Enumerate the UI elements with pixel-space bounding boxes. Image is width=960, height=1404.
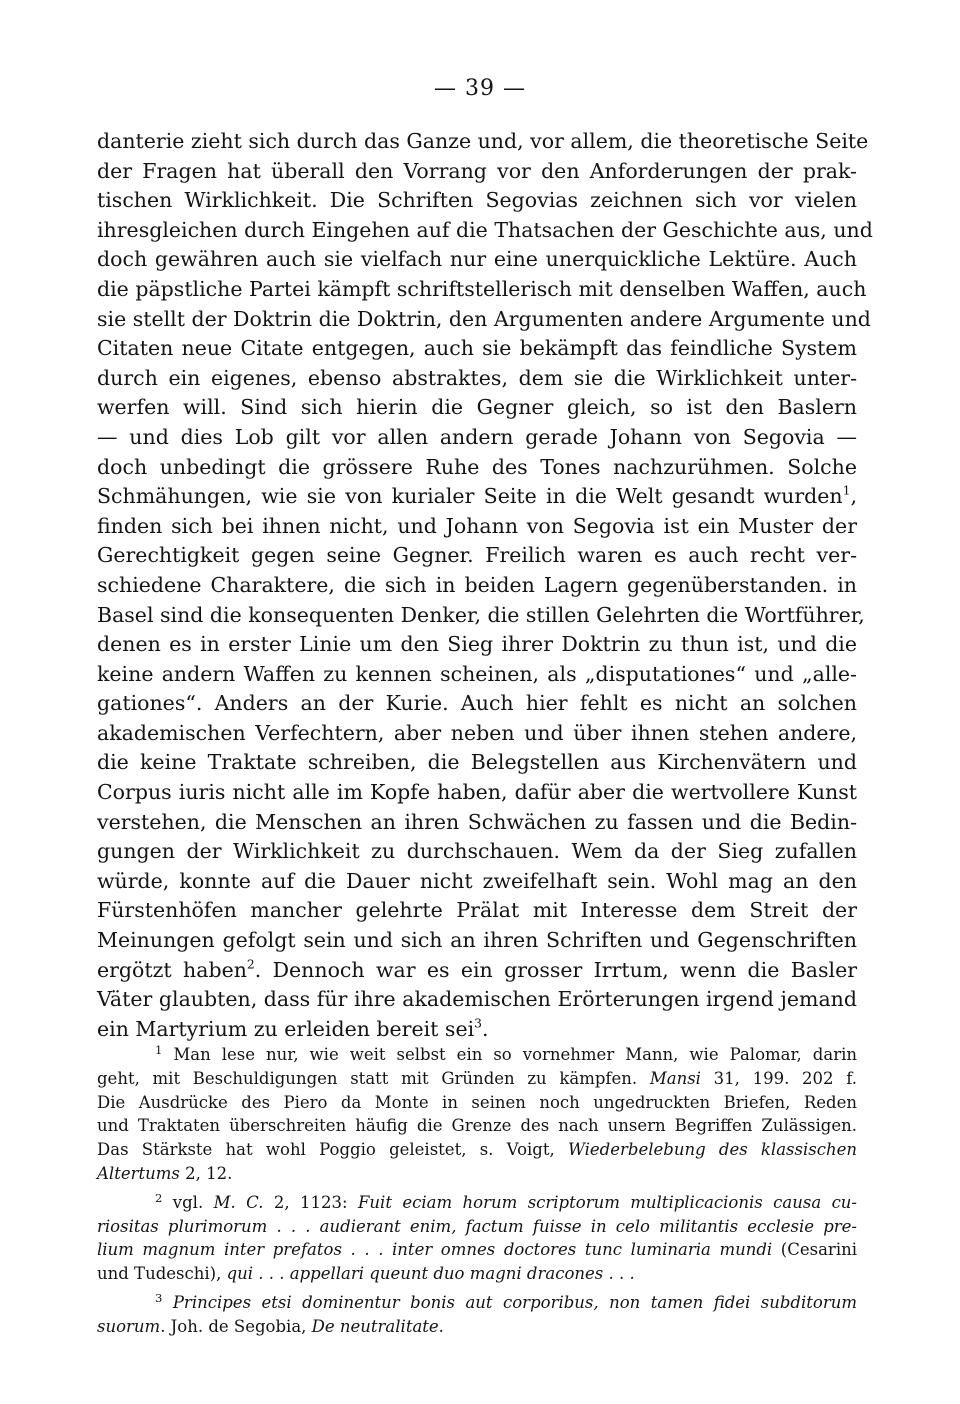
text-line: akademischen Verfechtern, aber neben und über ihnen stehen andere, bbox=[97, 720, 857, 745]
footnote-line bbox=[97, 1138, 857, 1162]
text-line: danterie zieht sich durch das Ganze und, vor allem, die theoretische Seite bbox=[97, 129, 869, 153]
footnote-text: Joh. de Segobia, bbox=[165, 1316, 312, 1336]
footnote-text: Man lese nur, wie weit selbst ein so vornehmer Mann, wie Palomar, darin bbox=[173, 1045, 857, 1064]
text-line: gationes“. Anders an der Kurie. Auch hier fehlt es nicht an solchen bbox=[97, 691, 857, 716]
footnote-italic: Fuit eciam horum scriptorum multiplicacionis causa cu- bbox=[357, 1192, 858, 1212]
line-text: ergötzt haben bbox=[97, 957, 247, 982]
text-line bbox=[97, 482, 857, 512]
text-line: Corpus iuris nicht alle im Kopfe haben, dafür aber die wertvollere Kunst bbox=[97, 780, 857, 805]
text-line: denen es in erster Linie um den Sieg ihrer Doktrin zu thun ist, und die bbox=[97, 632, 857, 657]
footnote-line bbox=[97, 1162, 857, 1186]
line-text-tail: . Dennoch war es ein grosser Irrtum, wenn die Basler bbox=[254, 957, 857, 982]
footnote-ref-3: 3 bbox=[474, 1016, 482, 1031]
text-line: Väter glaubten, dass für ihre akademischen Erörterungen irgend jemand bbox=[97, 987, 857, 1012]
footnote-marker: 3 bbox=[155, 1291, 163, 1306]
body-text bbox=[97, 127, 873, 1044]
text-line: durch ein eigenes, ebenso abstraktes, dem sie die Wirklichkeit unter- bbox=[97, 365, 857, 390]
footnote-ref-2: 2 bbox=[246, 957, 255, 972]
footnote-2 bbox=[97, 1191, 857, 1286]
text-line bbox=[97, 1015, 857, 1045]
footnote-italic: qui . . . appellari queunt duo magni dracones . . . bbox=[226, 1264, 635, 1284]
text-line: Fürstenhöfen mancher gelehrte Prälat mit Interesse dem Streit der bbox=[97, 898, 857, 923]
text-line: die päpstliche Partei kämpft schriftstellerisch mit denselben Waffen, auch bbox=[97, 276, 867, 301]
footnote-italic: Altertums bbox=[97, 1163, 180, 1183]
text-line: Gerechtigkeit gegen seine Gegner. Freilich waren es auch recht ver- bbox=[97, 543, 857, 568]
footnote-italic: suorum. bbox=[97, 1316, 166, 1336]
text-line: finden sich bei ihnen nicht, und Johann von Segovia ist ein Muster der bbox=[97, 513, 857, 538]
footnote-line bbox=[97, 1238, 857, 1262]
footnote-line bbox=[97, 1291, 857, 1315]
footnote-line bbox=[97, 1262, 857, 1286]
footnote-italic: M. C. bbox=[213, 1192, 264, 1212]
footnote-line bbox=[97, 1215, 857, 1239]
line-text-tail: , bbox=[850, 484, 857, 509]
text-line bbox=[97, 956, 857, 986]
footnote-1 bbox=[97, 1043, 857, 1186]
text-line: Citaten neue Citate entgegen, auch sie bekämpft das feindliche System bbox=[97, 336, 857, 361]
footnote-text: 31, 199. 202 f. bbox=[700, 1068, 858, 1088]
text-line: — und dies Lob gilt vor allen andern gerade Johann von Segovia — bbox=[97, 424, 857, 449]
text-line: würde, konnte auf die Dauer nicht zweifelhaft sein. Wohl mag an den bbox=[97, 868, 857, 893]
footnotes bbox=[97, 1043, 857, 1344]
footnote-ref-1: 1 bbox=[842, 483, 851, 498]
footnote-text: vgl. bbox=[172, 1192, 214, 1212]
footnote-line: Die Ausdrücke des Piero da Monte in seinen noch ungedruckten Briefen, Reden bbox=[97, 1092, 857, 1112]
footnote-3 bbox=[97, 1291, 857, 1339]
text-line: gungen der Wirklichkeit zu durchschauen. Wem da der Sieg zufallen bbox=[97, 839, 857, 864]
footnote-italic: Wiederbelebung des klassischen bbox=[567, 1140, 857, 1160]
footnote-italic: Mansi bbox=[649, 1068, 701, 1088]
footnote-line bbox=[97, 1043, 857, 1067]
text-line: sie stellt der Doktrin die Doktrin, den Argumenten andere Argumente und bbox=[97, 306, 871, 331]
text-line: werfen will. Sind sich hierin die Gegner gleich, so ist den Baslern bbox=[97, 395, 857, 420]
footnote-italic: De neutralitate. bbox=[311, 1316, 444, 1336]
footnote-text: 2, 12. bbox=[179, 1163, 233, 1183]
text-line: der Fragen hat überall den Vorrang vor den Anforderungen der prak- bbox=[97, 158, 857, 183]
text-line: die keine Traktate schreiben, die Belegstellen aus Kirchenvätern und bbox=[97, 750, 857, 775]
footnote-line bbox=[97, 1315, 857, 1339]
footnote-text: 2, 1123: bbox=[263, 1192, 358, 1212]
footnote-line bbox=[97, 1067, 857, 1091]
text-line: schiedene Charaktere, die sich in beiden Lagern gegenüberstanden. in bbox=[97, 572, 857, 597]
footnote-text: (Cesarini bbox=[772, 1240, 857, 1260]
footnote-text: und Tudeschi), bbox=[97, 1264, 227, 1284]
page-number: — 39 — bbox=[434, 76, 526, 101]
footnote-italic: Principes etsi dominentur bonis aut corporibus, non tamen fidei subditorum bbox=[172, 1292, 857, 1312]
footnote-marker: 2 bbox=[155, 1191, 163, 1206]
line-text-tail: . bbox=[481, 1016, 489, 1041]
footnote-text: Das Stärkste hat wohl Poggio geleistet, s. Voigt, bbox=[97, 1140, 568, 1160]
text-line: doch gewähren auch sie vielfach nur eine unerquickliche Lektüre. Auch bbox=[97, 247, 857, 272]
text-line: Basel sind die konsequenten Denker, die stillen Gelehrten die Wortführer, bbox=[97, 602, 865, 627]
text-line: verstehen, die Menschen an ihren Schwächen zu fassen und die Bedin- bbox=[97, 809, 857, 834]
line-text: ein Martyrium zu erleiden bereit sei bbox=[97, 1016, 475, 1041]
text-line: doch unbedingt die grössere Ruhe des Tones nachzurühmen. Solche bbox=[97, 454, 857, 479]
text-line: tischen Wirklichkeit. Die Schriften Segovias zeichnen sich vor vielen bbox=[97, 188, 857, 213]
footnote-line bbox=[97, 1191, 857, 1215]
line-text: Schmähungen, wie sie von kurialer Seite in die Welt gesandt wurden bbox=[97, 484, 843, 509]
text-line: keine andern Waffen zu kennen scheinen, als „disputationes“ und „alle- bbox=[97, 661, 857, 686]
footnote-marker: 1 bbox=[155, 1043, 163, 1058]
footnote-italic: lium magnum inter prefatos . . . inter omnes doctores tunc luminaria mundi bbox=[97, 1240, 773, 1260]
footnote-line: und Traktaten überschreiten häufig die Grenze des nach unsern Begriffen Zulässigen. bbox=[97, 1116, 857, 1136]
text-line: ihresgleichen durch Eingehen auf die Thatsachen der Geschichte aus, und bbox=[97, 217, 873, 242]
footnote-italic: riositas plurimorum . . . audierant enim, factum fuisse in celo militantis ecclesie pre- bbox=[97, 1216, 857, 1236]
footnote-text: geht, mit Beschuldigungen statt mit Gründen zu kämpfen. bbox=[97, 1068, 650, 1088]
text-line: Meinungen gefolgt sein und sich an ihren Schriften und Gegenschriften bbox=[97, 928, 857, 953]
